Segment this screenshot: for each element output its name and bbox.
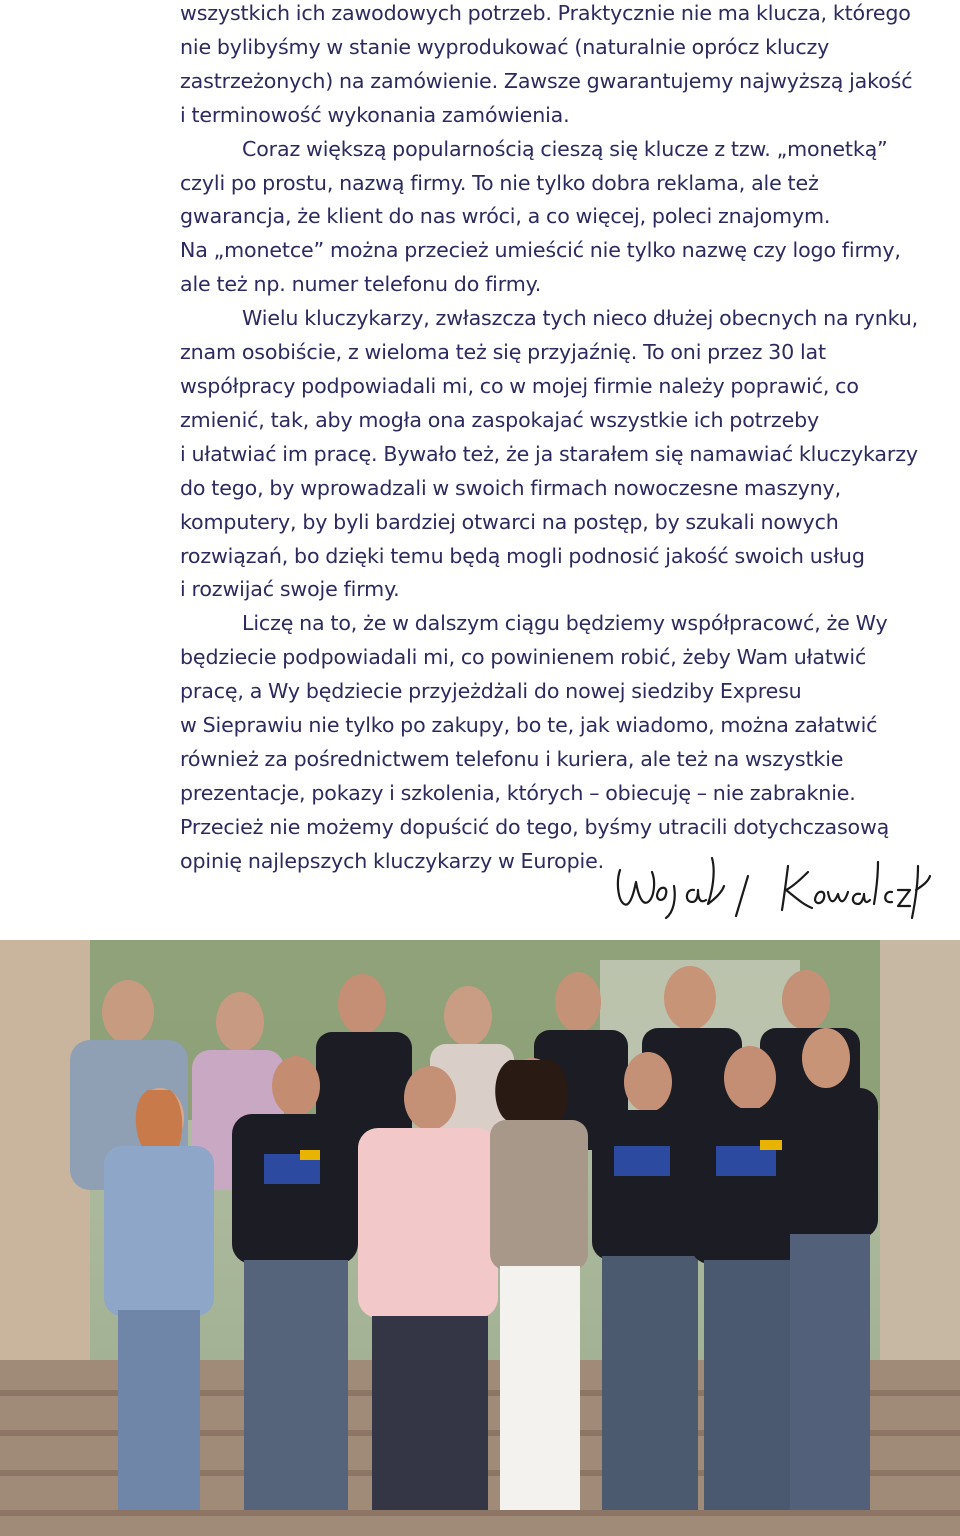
- text-line: opinię najlepszych kluczykarzy w Europie.: [180, 848, 605, 873]
- text-line: również za pośrednictwem telefonu i kuriera, ale też na wszystkie: [180, 746, 844, 771]
- text-line: Na „monetce” można przecież umieścić nie tylko nazwę czy logo firmy,: [180, 238, 901, 263]
- signature-icon: [612, 852, 932, 922]
- text-line: i rozwijać swoje firmy.: [180, 577, 400, 602]
- team-photo-icon: [0, 940, 960, 1536]
- text-line: czyli po prostu, nazwą firmy. To nie tylko dobra reklama, ale też: [180, 170, 819, 195]
- text-line: zastrzeżonych) na zamówienie. Zawsze gwarantujemy najwyższą jakość: [180, 68, 913, 93]
- text-line: zmienić, tak, aby mogła ona zaspokajać wszystkie ich potrzeby: [180, 407, 820, 432]
- text-line: współpracy podpowiadali mi, co w mojej firmie należy poprawić, co: [180, 373, 859, 398]
- text-line: w Sieprawiu nie tylko po zakupy, bo te, jak wiadomo, można załatwić: [180, 713, 878, 738]
- letter-body: [180, 0, 960, 879]
- text-line: i terminowość wykonania zamówienia.: [180, 102, 570, 127]
- text-line: Coraz większą popularnością cieszą się klucze z tzw. „monetką”: [242, 136, 888, 161]
- text-line: gwarancja, że klient do nas wróci, a co więcej, poleci znajomym.: [180, 204, 831, 229]
- team-photo: [0, 940, 960, 1536]
- text-line: nie bylibyśmy w stanie wyprodukować (naturalnie oprócz kluczy: [180, 34, 830, 59]
- text-line: znam osobiście, z wieloma też się przyjaźnię. To oni przez 30 lat: [180, 340, 826, 365]
- text-line: rozwiązań, bo dzięki temu będą mogli podnosić jakość swoich usług: [180, 543, 865, 568]
- text-line: do tego, by wprowadzali w swoich firmach nowoczesne maszyny,: [180, 475, 841, 500]
- text-line: pracę, a Wy będziecie przyjeżdżali do nowej siedziby Expresu: [180, 679, 802, 704]
- text-line: Przecież nie możemy dopuścić do tego, byśmy utracili dotychczasową: [180, 814, 890, 839]
- text-line: wszystkich ich zawodowych potrzeb. Praktycznie nie ma klucza, którego: [180, 1, 911, 25]
- text-line: będziecie podpowiadali mi, co powinienem robić, żeby Wam ułatwić: [180, 645, 867, 670]
- text-line: prezentacje, pokazy i szkolenia, których – obiecuję – nie zabraknie.: [180, 780, 856, 805]
- text-line: Liczę na to, że w dalszym ciągu będziemy współpracowć, że Wy: [242, 611, 888, 636]
- signature: [612, 852, 932, 922]
- text-line: ale też np. numer telefonu do firmy.: [180, 272, 542, 297]
- text-line: komputery, by byli bardziej otwarci na postęp, by szukali nowych: [180, 509, 839, 534]
- text-line: i ułatwiać im pracę. Bywało też, że ja starałem się namawiać kluczykarzy: [180, 441, 918, 466]
- text-line: Wielu kluczykarzy, zwłaszcza tych nieco dłużej obecnych na rynku,: [242, 306, 919, 331]
